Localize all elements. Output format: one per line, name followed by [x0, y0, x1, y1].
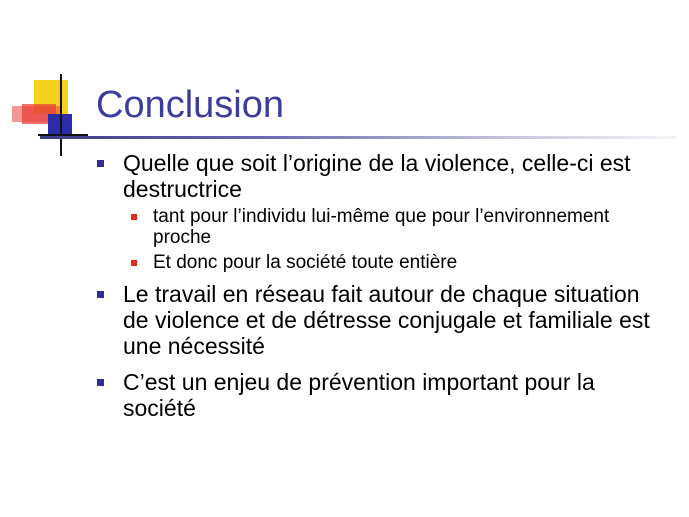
bullet-text: Le travail en réseau fait autour de chaque situation de violence et de détresse conjugale et familiale est une nécessité: [123, 281, 650, 359]
sub-bullet-item: [0, 252, 653, 273]
red-square-bullet-icon: [131, 260, 137, 266]
slide-title: Conclusion: [96, 84, 284, 126]
sub-bullet-text: Et donc pour la société toute entière: [153, 252, 458, 273]
sub-bullet-text: tant pour l’individu lui-même que pour l’environnement proche: [153, 206, 610, 248]
red-square-bullet-icon: [131, 214, 137, 220]
slide-logo-icon: [8, 74, 88, 156]
bullet-item: [0, 281, 663, 359]
title-divider: [40, 136, 676, 139]
bullet-item: [0, 369, 663, 421]
square-bullet-icon: [97, 379, 104, 386]
slide-content: [0, 150, 689, 425]
sub-bullet-item: [0, 206, 653, 248]
square-bullet-icon: [97, 160, 104, 167]
bullet-text: Quelle que soit l’origine de la violence, celle-ci est destructrice: [123, 150, 631, 202]
bullet-item: [0, 150, 663, 202]
square-bullet-icon: [97, 291, 104, 298]
bullet-text: C’est un enjeu de prévention important pour la société: [123, 369, 595, 421]
